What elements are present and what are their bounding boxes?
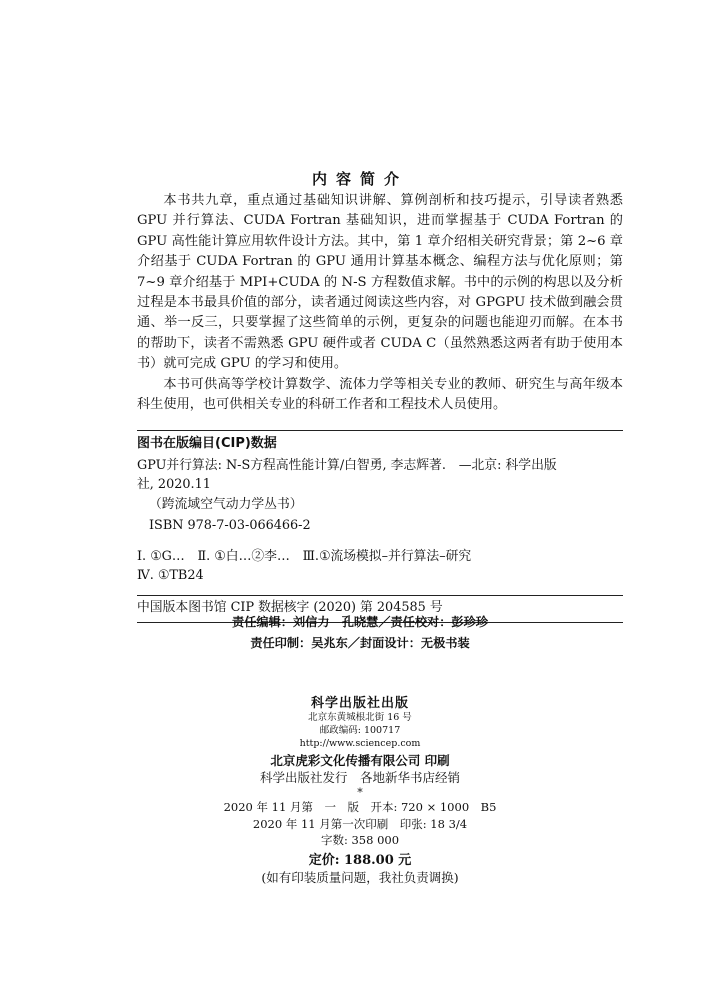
summary-title: 内容简介 <box>311 170 408 188</box>
printing-info: 2020 年 11 月第一次印刷 印张: 18 3/4 <box>252 817 468 831</box>
cip-title-line: 社, 2020.11 <box>137 477 211 493</box>
cip-classification <box>137 547 623 586</box>
cip-title-line: GPU并行算法: N-S方程高性能计算/白智勇, 李志辉著. —北京: 科学出版 <box>137 458 557 473</box>
cip-series: （跨流域空气动力学丛书） <box>149 496 303 512</box>
cip-class-line: Ⅳ. ①TB24 <box>137 568 204 584</box>
word-count: 字数: 358 000 <box>320 833 400 847</box>
cip-description <box>137 456 623 514</box>
summary-paragraph: 本书可供高等学校计算数学、流体力学等相关专业的教师、研究生与高年级本科生使用，也可供相关专业的科研工作者和工程技术人员使用。 <box>137 376 623 413</box>
summary-paragraph: 本书共九章，重点通过基础知识讲解、算例剖析和技巧提示，引导读者熟悉 GPU 并行算法、CUDA Fortran 基础知识，进而掌握基于 CUDA Fortran 的 GPU 高性能计算应用软件设计方法。其中，第 1 章介绍相关研究背景；第 2~6 章介绍基于 CUDA Fortran 的 GPU 通用计算基本概念、编程方法与优化原则；第 7~9 章介绍基于 MPI+CUDA 的 N-S 方程数值求解。书中的示例的构思以及分析过程是本书最具价值的部分，读者通过阅读这些内容，对 GPGPU 技术做到融会贯通、举一反三，只要掌握了这些简单的示例，更复杂的问题也能迎刃而解。在本书的帮助下，读者不需熟悉 GPU 硬件或者 CUDA C（虽然熟悉这两者有助于使用本书）就可完成 GPU 的学习和使用。 <box>137 193 623 372</box>
staff-credits-line: 责任编辑：刘信力 孔晓慧／责任校对：彭珍珍 <box>232 615 488 629</box>
publisher-name: 科学出版社出版 <box>310 696 409 711</box>
publisher-address: 北京东黄城根北街 16 号 <box>308 712 412 723</box>
publisher-website: http://www.sciencep.com <box>299 738 421 749</box>
return-policy-note: (如有印装质量问题，我社负责调换) <box>261 870 459 885</box>
cip-heading: 图书在版编目(CIP)数据 <box>137 436 277 451</box>
cip-class-line: Ⅰ. ①G… Ⅱ. ①白…②李… Ⅲ.①流场模拟–并行算法–研究 <box>137 548 472 564</box>
publisher-postcode: 邮政编码: 100717 <box>319 725 401 736</box>
price: 定价: 188.00 元 <box>308 853 412 868</box>
summary-body <box>137 191 623 415</box>
cip-record-number: 中国版本图书馆 CIP 数据核字 (2020) 第 204585 号 <box>137 600 443 616</box>
cip-block <box>137 430 623 623</box>
cip-divider <box>137 595 623 596</box>
staff-credits-line: 责任印制：吴兆东／封面设计：无极书装 <box>250 636 470 650</box>
cip-isbn: ISBN 978-7-03-066466-2 <box>149 518 311 534</box>
printer-name: 北京虎彩文化传播有限公司 印刷 <box>270 753 450 768</box>
separator-star: * <box>357 786 363 799</box>
edition-info: 2020 年 11 月第 一 版 开本: 720 × 1000 B5 <box>223 800 497 814</box>
distribution-info: 科学出版社发行 各地新华书店经销 <box>259 770 460 785</box>
